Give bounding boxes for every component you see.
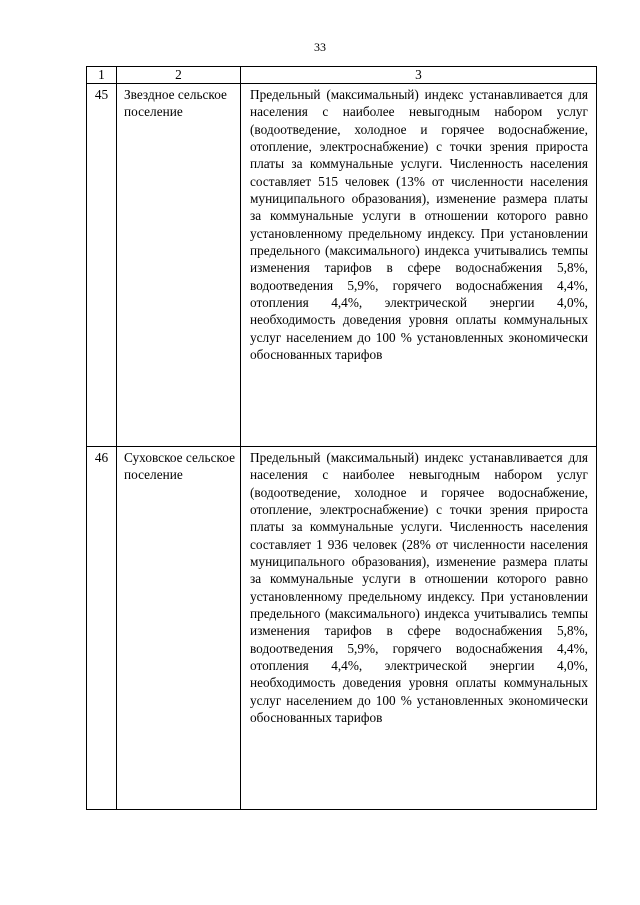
table-header-row [87,67,597,84]
page-number: 33 [314,40,326,54]
table-row [87,447,597,810]
table-row [87,84,597,447]
settlement-name: Звездное сельское поселение [117,84,241,447]
header-col-3: 3 [241,67,597,84]
row-number: 45 [87,84,117,447]
index-description: Предельный (максимальный) индекс устанавливается для населения с наиболее невыгодным набором услуг (водоотведение, холодное и горячее водоснабжение, отопление, электроснабжение) с точки зрения прироста платы за коммунальные услуги. Численность населения составляет 515 человек (13% от численности населения муниципального образования), изменение размера платы за коммунальные услуги в отношении которого равно установленному предельному индексу. При установлении предельного (максимального) индекса учитывались темпы изменения тарифов в сфере водоснабжения 5,8%, водоотведения 5,9%, горячего водоснабжения 4,4%, отопления 4,4%, электрической энергии 4,0%, необходимость доведения уровня оплаты коммунальных услуг населением до 100 % установленных экономически обоснованных тарифов [241,84,597,447]
settlement-name: Суховское сельское поселение [117,447,241,810]
row-number: 46 [87,447,117,810]
header-col-1: 1 [87,67,117,84]
header-col-2: 2 [117,67,241,84]
index-description: Предельный (максимальный) индекс устанавливается для населения с наиболее невыгодным набором услуг (водоотведение, холодное и горячее водоснабжение, отопление, электроснабжение) с точки зрения прироста платы за коммунальные услуги. Численность населения составляет 1 936 человек (28% от численности населения муниципального образования), изменение размера платы за коммунальные услуги в отношении которого равно установленному предельному индексу. При установлении предельного (максимального) индекса учитывались темпы изменения тарифов в сфере водоснабжения 5,8%, водоотведения 5,9%, горячего водоснабжения 4,4%, отопления 4,4%, электрической энергии 4,0%, необходимость доведения уровня оплаты коммунальных услуг населением до 100 % установленных экономически обоснованных тарифов [241,447,597,810]
tariff-table [86,66,597,810]
